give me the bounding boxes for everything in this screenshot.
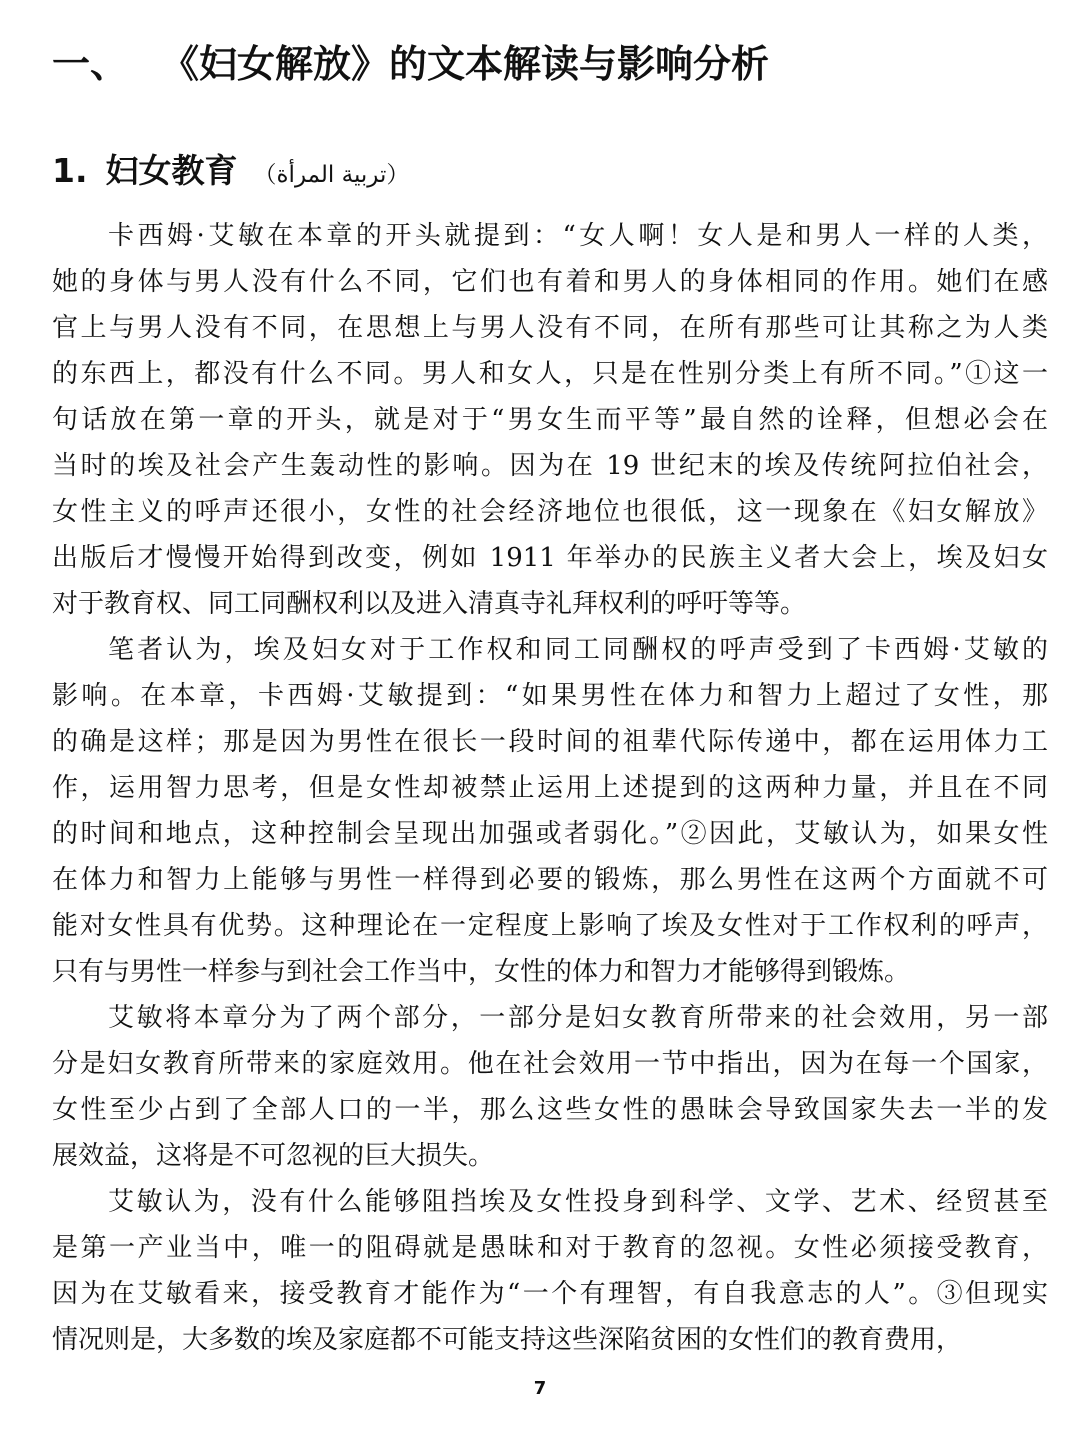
text-line: 影响。在本章，卡西姆·艾敏提到：“如果男性在体力和智力上超过了女性，那 <box>52 681 1048 711</box>
paragraph <box>52 995 1048 1179</box>
text-line: 女性至少占到了全部人口的一半，那么这些女性的愚昧会导致国家失去一半的发 <box>52 1095 1048 1125</box>
text-line: 艾敏将本章分为了两个部分，一部分是妇女教育所带来的社会效用，另一部 <box>108 1003 1048 1033</box>
text-line: 的确是这样；那是因为男性在很长一段时间的祖辈代际传递中，都在运用体力工 <box>52 727 1048 757</box>
text-line: 当时的埃及社会产生轰动性的影响。因为在 19 世纪末的埃及传统阿拉伯社会， <box>52 451 1048 481</box>
section-heading <box>52 36 769 92</box>
text-line: 作，运用智力思考，但是女性却被禁止运用上述提到的这两种力量，并且在不同 <box>52 773 1048 803</box>
subsection-heading <box>52 146 409 200</box>
text-line: 官上与男人没有不同，在思想上与男人没有不同，在所有那些可让其称之为人类 <box>52 313 1048 343</box>
text-line: 的时间和地点，这种控制会呈现出加强或者弱化。”②因此，艾敏认为，如果女性 <box>52 819 1048 849</box>
paragraph <box>52 627 1048 995</box>
text-line: 出版后才慢慢开始得到改变，例如 1911 年举办的民族主义者大会上，埃及妇女 <box>52 543 1048 573</box>
section-title: 《妇女解放》的文本解读与影响分析 <box>180 42 770 86</box>
text-line: 因为在艾敏看来，接受教育才能作为“一个有理智，有自我意志的人”。③但现实 <box>52 1279 1048 1309</box>
text-line: 的东西上，都没有什么不同。男人和女人，只是在性别分类上有所不同。”①这一 <box>52 359 1048 389</box>
text-line: 是第一产业当中，唯一的阻碍就是愚昧和对于教育的忽视。女性必须接受教育， <box>52 1233 1048 1263</box>
subsection-title: 妇女教育 <box>105 151 238 190</box>
subsection-arabic-title: （تربية المرأة） <box>253 162 410 188</box>
text-line: 艾敏认为，没有什么能够阻挡埃及女性投身到科学、文学、艺术、经贸甚至 <box>108 1187 1048 1217</box>
text-line: 只有与男性一样参与到社会工作当中，女性的体力和智力才能够得到锻炼。 <box>52 957 911 987</box>
text-line: 句话放在第一章的开头，就是对于“男女生而平等”最自然的诠释，但想必会在 <box>52 405 1048 435</box>
text-line: 对于教育权、同工同酬权利以及进入清真寺礼拜权利的呼吁等等。 <box>52 589 807 619</box>
text-line: 女性主义的呼声还很小，女性的社会经济地位也很低，这一现象在《妇女解放》 <box>52 497 1048 527</box>
text-line: 在体力和智力上能够与男性一样得到必要的锻炼，那么男性在这两个方面就不可 <box>52 865 1048 895</box>
subsection-number: 1. <box>52 151 88 190</box>
text-line: 展效益，这将是不可忽视的巨大损失。 <box>52 1141 495 1171</box>
text-line: 她的身体与男人没有什么不同，它们也有着和男人的身体相同的作用。她们在感 <box>52 267 1048 297</box>
page-number: 7 <box>533 1378 547 1399</box>
text-line: 能对女性具有优势。这种理论在一定程度上影响了埃及女性对于工作权利的呼声， <box>52 911 1048 941</box>
text-line: 情况则是，大多数的埃及家庭都不可能支持这些深陷贫困的女性们的教育费用， <box>52 1325 963 1355</box>
text-line: 分是妇女教育所带来的家庭效用。他在社会效用一节中指出，因为在每一个国家， <box>52 1049 1048 1079</box>
paragraph <box>52 213 1048 627</box>
section-number: 一、 <box>52 42 129 86</box>
text-line: 卡西姆·艾敏在本章的开头就提到：“女人啊！女人是和男人一样的人类， <box>108 221 1048 251</box>
text-line: 笔者认为，埃及妇女对于工作权和同工同酬权的呼声受到了卡西姆·艾敏的 <box>108 635 1048 665</box>
body-text <box>52 213 1048 1363</box>
paragraph <box>52 1179 1048 1363</box>
